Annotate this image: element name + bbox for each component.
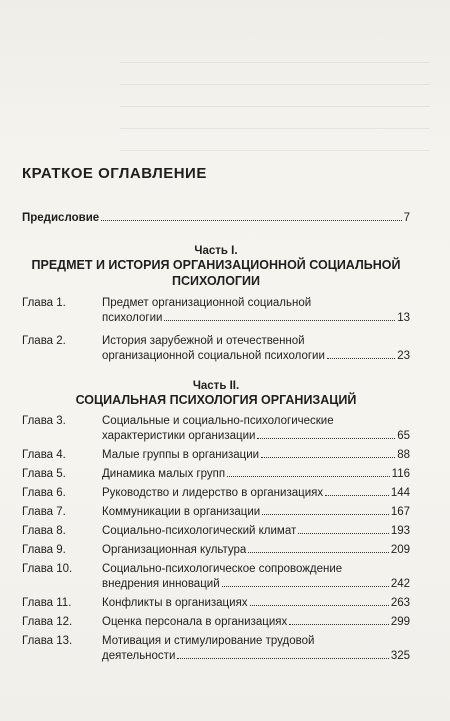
part-number: Часть II.: [192, 380, 240, 392]
dot-leader: [227, 476, 390, 477]
chapter-label: Глава 11.: [22, 597, 72, 609]
part-number: Часть I.: [194, 245, 238, 257]
chapter-label: Глава 12.: [22, 616, 73, 628]
dot-leader: [222, 586, 389, 587]
chapter-label: Глава 5.: [22, 468, 66, 480]
preface-label: Предисловие: [22, 212, 100, 224]
dot-leader: [248, 552, 388, 553]
chapter-label: Глава 10.: [22, 563, 73, 575]
page-number: 13: [397, 312, 410, 324]
toc-entry-chapter: [22, 414, 410, 444]
chapter-title-line: Малые группы в организации: [102, 449, 260, 461]
chapter-title-line: Коммуникации в организации: [102, 506, 261, 518]
page-number: 7: [403, 212, 410, 224]
page-number: 65: [397, 430, 410, 442]
chapter-title-line: Динамика малых групп: [102, 468, 226, 480]
show-through-line: [120, 128, 430, 129]
toc-entry-chapter: [22, 448, 410, 463]
part-title-line: ПСИХОЛОГИИ: [172, 274, 260, 288]
toc-entry-chapter: [22, 615, 410, 630]
chapter-title-line: Организационная культура: [102, 544, 247, 556]
chapter-title-line: Оценка персонала в организациях: [102, 616, 288, 628]
chapter-title-line: Социально-психологический климат: [102, 525, 297, 537]
page-number: 299: [390, 616, 410, 628]
toc-entry-chapter: [22, 296, 410, 326]
chapter-title-line: Руководство и лидерство в организациях: [102, 487, 324, 499]
show-through-line: [120, 62, 430, 63]
toc-entry-chapter: [22, 505, 410, 520]
page-number: 116: [391, 468, 410, 480]
chapter-title-line: Мотивация и стимулирование трудовой: [102, 635, 315, 647]
page-number: 23: [397, 350, 410, 362]
toc-entry-chapter: [22, 486, 410, 501]
chapter-label: Глава 6.: [22, 487, 66, 499]
dot-leader: [325, 495, 389, 496]
page-number: 242: [390, 578, 410, 590]
dot-leader: [289, 624, 389, 625]
toc-entry-chapter: [22, 524, 410, 539]
dot-leader: [164, 320, 395, 321]
page-number: 209: [390, 544, 410, 556]
chapter-label: Глава 13.: [22, 635, 73, 647]
part-heading: [22, 245, 410, 289]
chapter-label: Глава 4.: [22, 449, 66, 461]
chapter-label: Глава 7.: [22, 506, 66, 518]
chapter-label: Глава 2.: [22, 335, 66, 347]
chapter-title-line: Конфликты в организациях: [102, 597, 248, 609]
chapter-label: Глава 8.: [22, 525, 66, 537]
chapter-title-line: характеристики организации: [102, 430, 256, 442]
dot-leader: [298, 533, 389, 534]
toc-heading: КРАТКОЕ ОГЛАВЛЕНИЕ: [22, 165, 207, 182]
page-number: 167: [390, 506, 410, 518]
chapter-title-line: История зарубежной и отечественной: [102, 335, 305, 347]
chapter-label: Глава 1.: [22, 297, 66, 309]
toc-entry-chapter: [22, 634, 410, 664]
show-through-line: [120, 150, 430, 151]
chapter-title-line: внедрения инноваций: [102, 578, 220, 590]
dot-leader: [177, 658, 388, 659]
dot-leader: [327, 358, 395, 359]
toc-entry-chapter: [22, 467, 410, 482]
dot-leader: [262, 514, 389, 515]
chapter-title-line: Социально-психологическое сопровождение: [102, 563, 343, 575]
toc-entry-chapter: [22, 543, 410, 558]
chapter-title-line: Социальные и социально-психологические: [102, 415, 334, 427]
page-number: 263: [390, 597, 410, 609]
dot-leader: [250, 605, 389, 606]
page-number: 325: [390, 650, 410, 662]
page-number: 193: [390, 525, 410, 537]
toc-entry-preface: [22, 212, 410, 224]
page-number: 88: [397, 449, 410, 461]
show-through-line: [120, 84, 430, 85]
show-through-line: [120, 106, 430, 107]
part-title-line: ПРЕДМЕТ И ИСТОРИЯ ОРГАНИЗАЦИОННОЙ СОЦИАЛЬНОЙ: [31, 258, 401, 272]
chapter-title-line: психологии: [102, 312, 163, 324]
part-title-line: СОЦИАЛЬНАЯ ПСИХОЛОГИЯ ОРГАНИЗАЦИЙ: [75, 393, 357, 407]
chapter-label: Глава 9.: [22, 544, 66, 556]
chapter-title-line: организационной социальной психологии: [102, 350, 325, 362]
dot-leader: [257, 438, 395, 439]
part-heading: [22, 380, 410, 408]
dot-leader: [261, 457, 395, 458]
dot-leader: [101, 220, 401, 221]
page-number: 144: [390, 487, 410, 499]
chapter-title-line: деятельности: [102, 650, 176, 662]
chapter-label: Глава 3.: [22, 415, 66, 427]
chapter-title-line: Предмет организационной социальной: [102, 297, 312, 309]
toc-entry-chapter: [22, 562, 410, 592]
toc-entry-chapter: [22, 596, 410, 611]
toc-entry-chapter: [22, 334, 410, 364]
